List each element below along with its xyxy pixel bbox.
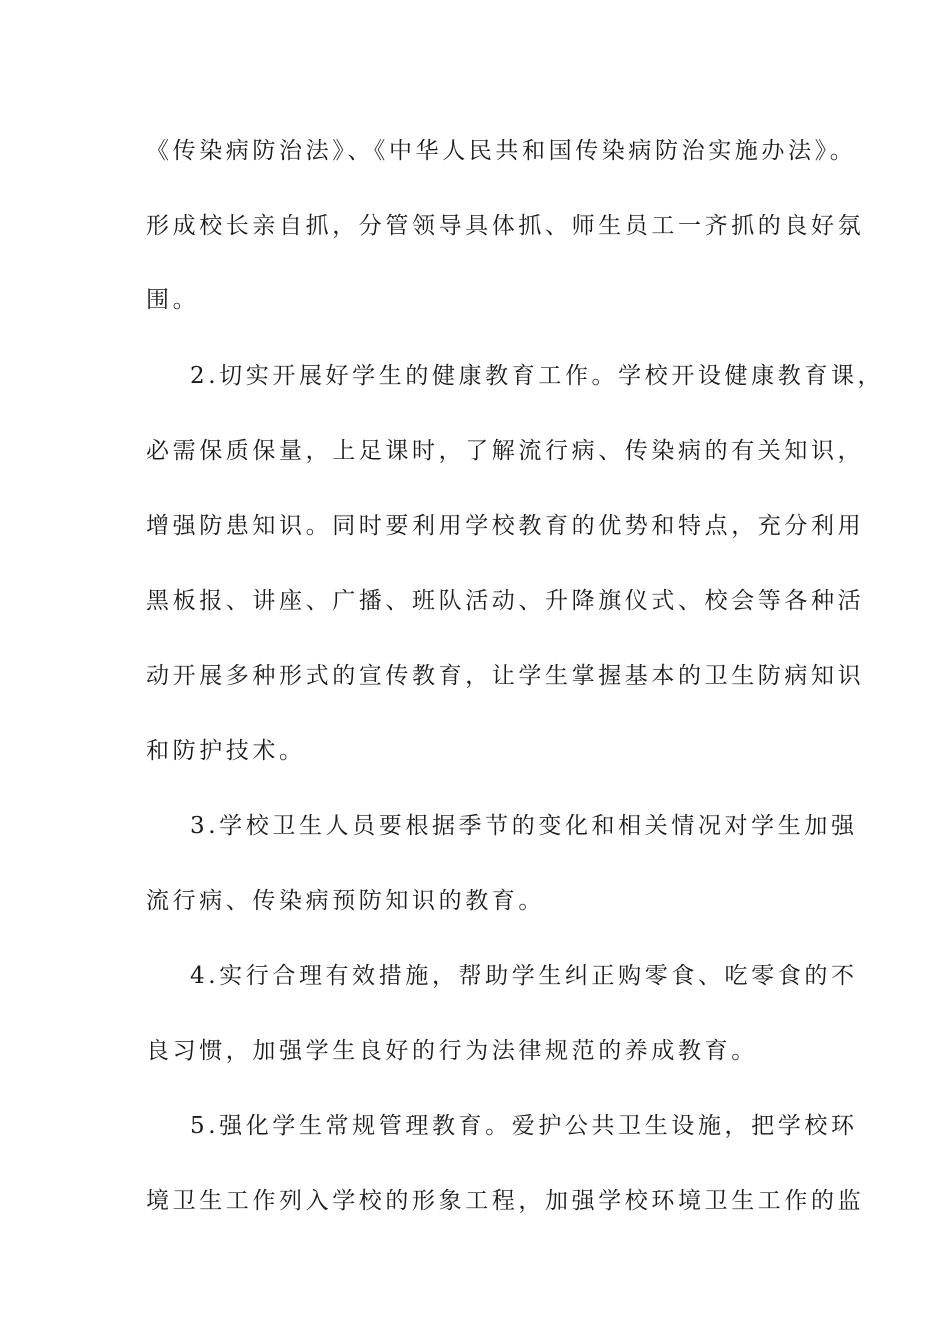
- text-line: 必需保质保量，上足课时，了解流行病、传染病的有关知识，: [146, 438, 865, 464]
- paragraph-start-line: 4.实行合理有效措施，帮助学生纠正购零食、吃零食的不: [190, 963, 858, 989]
- text-line: 形成校长亲自抓，分管领导具体抓、师生员工一齐抓的良好氛: [146, 213, 865, 239]
- text-line: 境卫生工作列入学校的形象工程，加强学校环境卫生工作的监: [146, 1188, 865, 1214]
- text-line: 流行病、传染病预防知识的教育。: [146, 888, 545, 914]
- text-line: 动开展多种形式的宣传教育，让学生掌握基本的卫生防病知识: [146, 663, 865, 689]
- text-line: 围。: [146, 287, 200, 313]
- text-line: 《传染病防治法》、《中华人民共和国传染病防治实施办法》。: [146, 138, 857, 164]
- text-line: 黑板报、讲座、广播、班队活动、升降旗仪式、校会等各种活: [146, 588, 865, 614]
- text-line: 增强防患知识。同时要利用学校教育的优势和特点，充分利用: [146, 513, 865, 539]
- paragraph-start-line: 5.强化学生常规管理教育。爱护公共卫生设施，把学校环: [190, 1113, 858, 1139]
- paragraph-start-line: 2.切实开展好学生的健康教育工作。学校开设健康教育课，: [190, 363, 885, 389]
- text-line: 良习惯，加强学生良好的行为法律规范的养成教育。: [146, 1038, 758, 1064]
- paragraph-start-line: 3.学校卫生人员要根据季节的变化和相关情况对学生加强: [190, 813, 858, 839]
- text-line: 和防护技术。: [146, 738, 306, 764]
